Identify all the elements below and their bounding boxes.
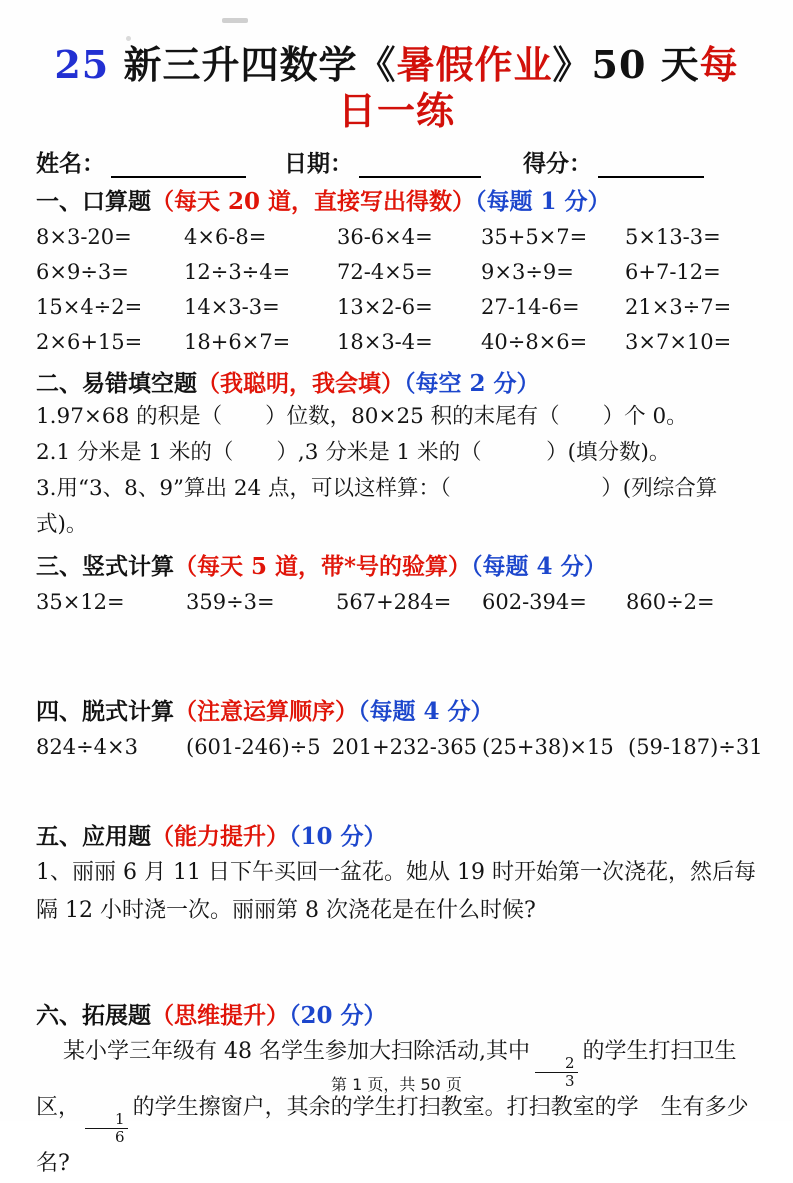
section5-title: 五、应用题	[36, 823, 151, 851]
problem: 27-14-6=	[481, 295, 580, 320]
section1-title: 一、口算题	[36, 188, 151, 216]
fill-item: 1.97×68 的积是（ ）位数，80×25 积的末尾有（ ）个 0。	[36, 404, 688, 430]
title-part-homework: 暑假作业	[396, 42, 553, 87]
score-blank-line	[598, 156, 704, 178]
section4-header	[36, 696, 757, 727]
problem: 3×7×10=	[625, 330, 732, 355]
title-part-grade: 新三升四数学《	[123, 42, 397, 87]
problem: (59-187)÷31	[628, 735, 763, 760]
problem: 35×12=	[36, 590, 125, 615]
name-field	[36, 145, 284, 178]
problem-text: 的学生打扫卫生区，	[36, 1039, 737, 1121]
extension-problem	[36, 1033, 757, 1183]
date-field	[284, 145, 523, 178]
problem: 21×3÷7=	[625, 295, 732, 320]
problem: (25+38)×15	[482, 735, 614, 760]
fraction-two-thirds: $\frac{2}{3}$	[535, 1055, 578, 1089]
info-row	[36, 145, 757, 178]
section5-note-red: （能力提升）	[151, 823, 289, 851]
section6-note-blue: （20 分）	[289, 1002, 387, 1030]
date-label: 日期：	[284, 150, 353, 178]
problem: 567+284=	[336, 590, 452, 615]
problem: 15×4÷2=	[36, 295, 143, 320]
page-title	[36, 42, 757, 133]
problem: 13×2-6=	[337, 295, 433, 320]
problem: 9×3÷9=	[481, 260, 574, 285]
title-part-days: 》50 天	[552, 42, 700, 87]
section2-header	[36, 368, 757, 399]
problem-text: 某小学三年级有 48 名学生参加大扫除活动,其中	[63, 1039, 530, 1065]
section2-title: 二、易错填空题	[36, 370, 197, 398]
problem: 201+232-365	[332, 735, 477, 760]
problem: 18×3-4=	[337, 330, 433, 355]
scan-smudge	[222, 18, 248, 23]
section3-title: 三、竖式计算	[36, 553, 174, 581]
working-space	[36, 930, 757, 1000]
section1-note-red: （每天 20 道，直接写出得数）	[151, 188, 476, 216]
section2-note-blue: （每空 2 分）	[404, 370, 540, 398]
page-footer: 第 1 页，共 50 页	[331, 1075, 462, 1094]
problem: 18+6×7=	[184, 330, 291, 355]
problem: 5×13-3=	[625, 225, 721, 250]
problem: 860÷2=	[626, 590, 715, 615]
problem: 35+5×7=	[481, 225, 588, 250]
section3-note-red: （每天 5 道，带*号的验算）	[174, 553, 472, 581]
problem: 14×3-3=	[184, 295, 280, 320]
section3-header	[36, 551, 757, 582]
section2-note-red: （我聪明，我会填）	[197, 370, 404, 398]
fill-item: 3.用“3、8、9”算出 24 点，可以这样算：（ ）(列综合算式)。	[36, 476, 718, 538]
name-label: 姓名：	[36, 150, 105, 178]
section5-note-blue: （10 分）	[289, 823, 387, 851]
problem: 4×6-8=	[184, 225, 267, 250]
problem: 824÷4×3	[36, 735, 138, 760]
problem: 2×6+15=	[36, 330, 143, 355]
problem-text: 的学生擦窗户，其余的学生打扫教室。打扫教室的学 生有多少名?	[36, 1095, 749, 1177]
section6-note-red: （思维提升）	[151, 1002, 289, 1030]
title-part-daily: 每日一练	[337, 42, 739, 133]
section4-note-blue: （每题 4 分）	[358, 698, 494, 726]
section1-note-blue: （每题 1 分）	[475, 188, 611, 216]
fraction-one-sixth: $\frac{1}{6}$	[85, 1111, 128, 1145]
section4-note-red: （注意运算顺序）	[174, 698, 358, 726]
section6-title: 六、拓展题	[36, 1002, 151, 1030]
score-field	[523, 145, 704, 178]
score-label: 得分：	[523, 150, 592, 178]
name-blank-line	[111, 156, 246, 178]
scan-smudge	[126, 36, 131, 41]
problem: 359÷3=	[186, 590, 275, 615]
problem: 6+7-12=	[625, 260, 721, 285]
step-calc-problems	[36, 731, 763, 763]
section3-note-blue: （每题 4 分）	[471, 553, 607, 581]
title-part-year: 25	[54, 42, 124, 87]
date-blank-line	[359, 156, 481, 178]
problem: 6×9÷3=	[36, 260, 129, 285]
working-space	[36, 618, 757, 696]
fill-item: 2.1 分米是 1 米的（ ）,3 分米是 1 米的（ ）(填分数)。	[36, 440, 671, 466]
column-calc-problems	[36, 586, 757, 618]
problem: 8×3-20=	[36, 225, 132, 250]
problem: 602-394=	[482, 590, 587, 615]
problem: 72-4×5=	[337, 260, 433, 285]
section1-header	[36, 186, 757, 217]
problem: 40÷8×6=	[481, 330, 588, 355]
problem: 36-6×4=	[337, 225, 433, 250]
section6-header	[36, 1000, 757, 1031]
problem: (601-246)÷5	[186, 735, 321, 760]
section5-header	[36, 821, 757, 852]
section4-title: 四、脱式计算	[36, 698, 174, 726]
working-space	[36, 763, 757, 821]
oral-problems-grid	[36, 220, 757, 360]
problem: 12÷3÷4=	[184, 260, 291, 285]
word-problem: 1、丽丽 6 月 11 日下午买回一盆花。她从 19 时开始第一次浇花，然后每隔 12 小时浇一次。丽丽第 8 次浇花是在什么时候?	[36, 860, 756, 924]
